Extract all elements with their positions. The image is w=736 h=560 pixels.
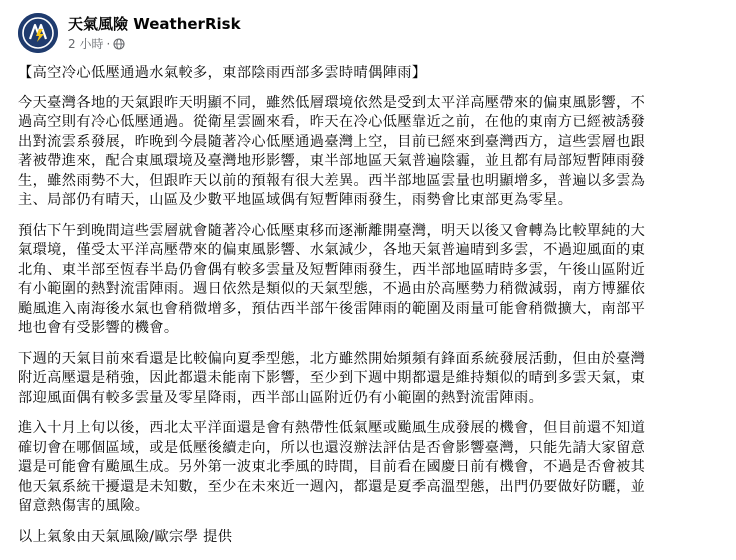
post-body [18, 64, 722, 547]
post-paragraph: 預估下午到晚間這些雲層就會隨著冷心低壓東移而逐漸離開臺灣，明天以後又會轉為比較單純的大 氣環境，僅受太平洋高壓帶來的偏東風影響、水氣減少，各地天氣普遍晴到多雲，不過迎風面的東 北角、東半部至恆春半島仍會偶有較多雲量及短暫陣雨發生，西半部地區晴時多雲，午後山區附近 有小範圍的熱對流雷陣雨。週日依然是類似的天氣型態，不過由於高壓勢力稍微減弱，南方博羅依 颱風進入南海後水氣也會稍微增多，預估西半部午後雷陣雨的範圍及雨量可能會稍微擴大，南部平 地也會有受影響的機會。 [18, 222, 646, 336]
post-timestamp[interactable]: 2 小時 [68, 37, 104, 51]
post-signature: 以上氣象由天氣風險/歐宗學 提供 [18, 528, 233, 545]
post-paragraph: 進入十月上旬以後，西北太平洋面還是會有熱帶性低氣壓或颱風生成發展的機會，但目前還不知道 確切會在哪個區域，或是低壓後續走向，所以也還沒辦法評估是否會影響臺灣，只能先請大家留意 還是可能會有颱風生成。另外第一波東北季風的時間，目前看在國慶日前有機會，不過是否會被其 他天氣系統干擾還是未知數，至少在未來近一週內，都還是夏季高溫型態，出門仍要做好防曬，並 留意熱傷害的風險。 [18, 420, 646, 514]
post-paragraph: 今天臺灣各地的天氣跟昨天明顯不同，雖然低層環境依然是受到太平洋高壓帶來的偏東風影響，不 過高空則有冷心低壓通過。從衛星雲圖來看，昨天在冷心低壓靠近之前，在他的東南方已經被誘發 出對流雲系發展，昨晚到今晨隨著冷心低壓通過臺灣上空，目前已經來到臺灣西方，這些雲層也跟 著被帶進來，配合東風環境及臺灣地形影響，東半部地區天氣普遍陰霾，並且都有局部短暫陣雨發 生，雖然雨勢不大，但跟昨天以前的預報有很大差異。西半部地區雲量也明顯增多，普遍以多雲為 主、局部仍有晴天，山區及少數平地區域偶有短暫陣雨發生，雨勢會比東部更為零星。 [18, 94, 646, 208]
avatar[interactable] [18, 13, 58, 53]
post-header [18, 8, 722, 58]
post-paragraph: 下週的天氣目前來看還是比較偏向夏季型態，北方雖然開始頻頻有鋒面系統發展活動，但由於臺灣 附近高壓還是稍強，因此都還未能南下影響，至少到下週中期都還是維持類似的晴到多雲天氣，東 部迎風面偶有較多雲量及零星降雨，西半部山區附近仍有小範圍的熱對流雷陣雨。 [18, 350, 646, 406]
page-name[interactable]: 天氣風險 WeatherRisk [68, 15, 241, 33]
post-headline: 【高空冷心低壓通過水氣較多，東部陰雨西部多雲時晴偶陣雨】 [18, 65, 427, 81]
meta-separator: · [106, 37, 111, 51]
post-header-text [68, 14, 241, 52]
globe-icon[interactable] [113, 38, 125, 50]
weatherrisk-logo-icon [18, 13, 58, 53]
post-meta [68, 36, 241, 52]
